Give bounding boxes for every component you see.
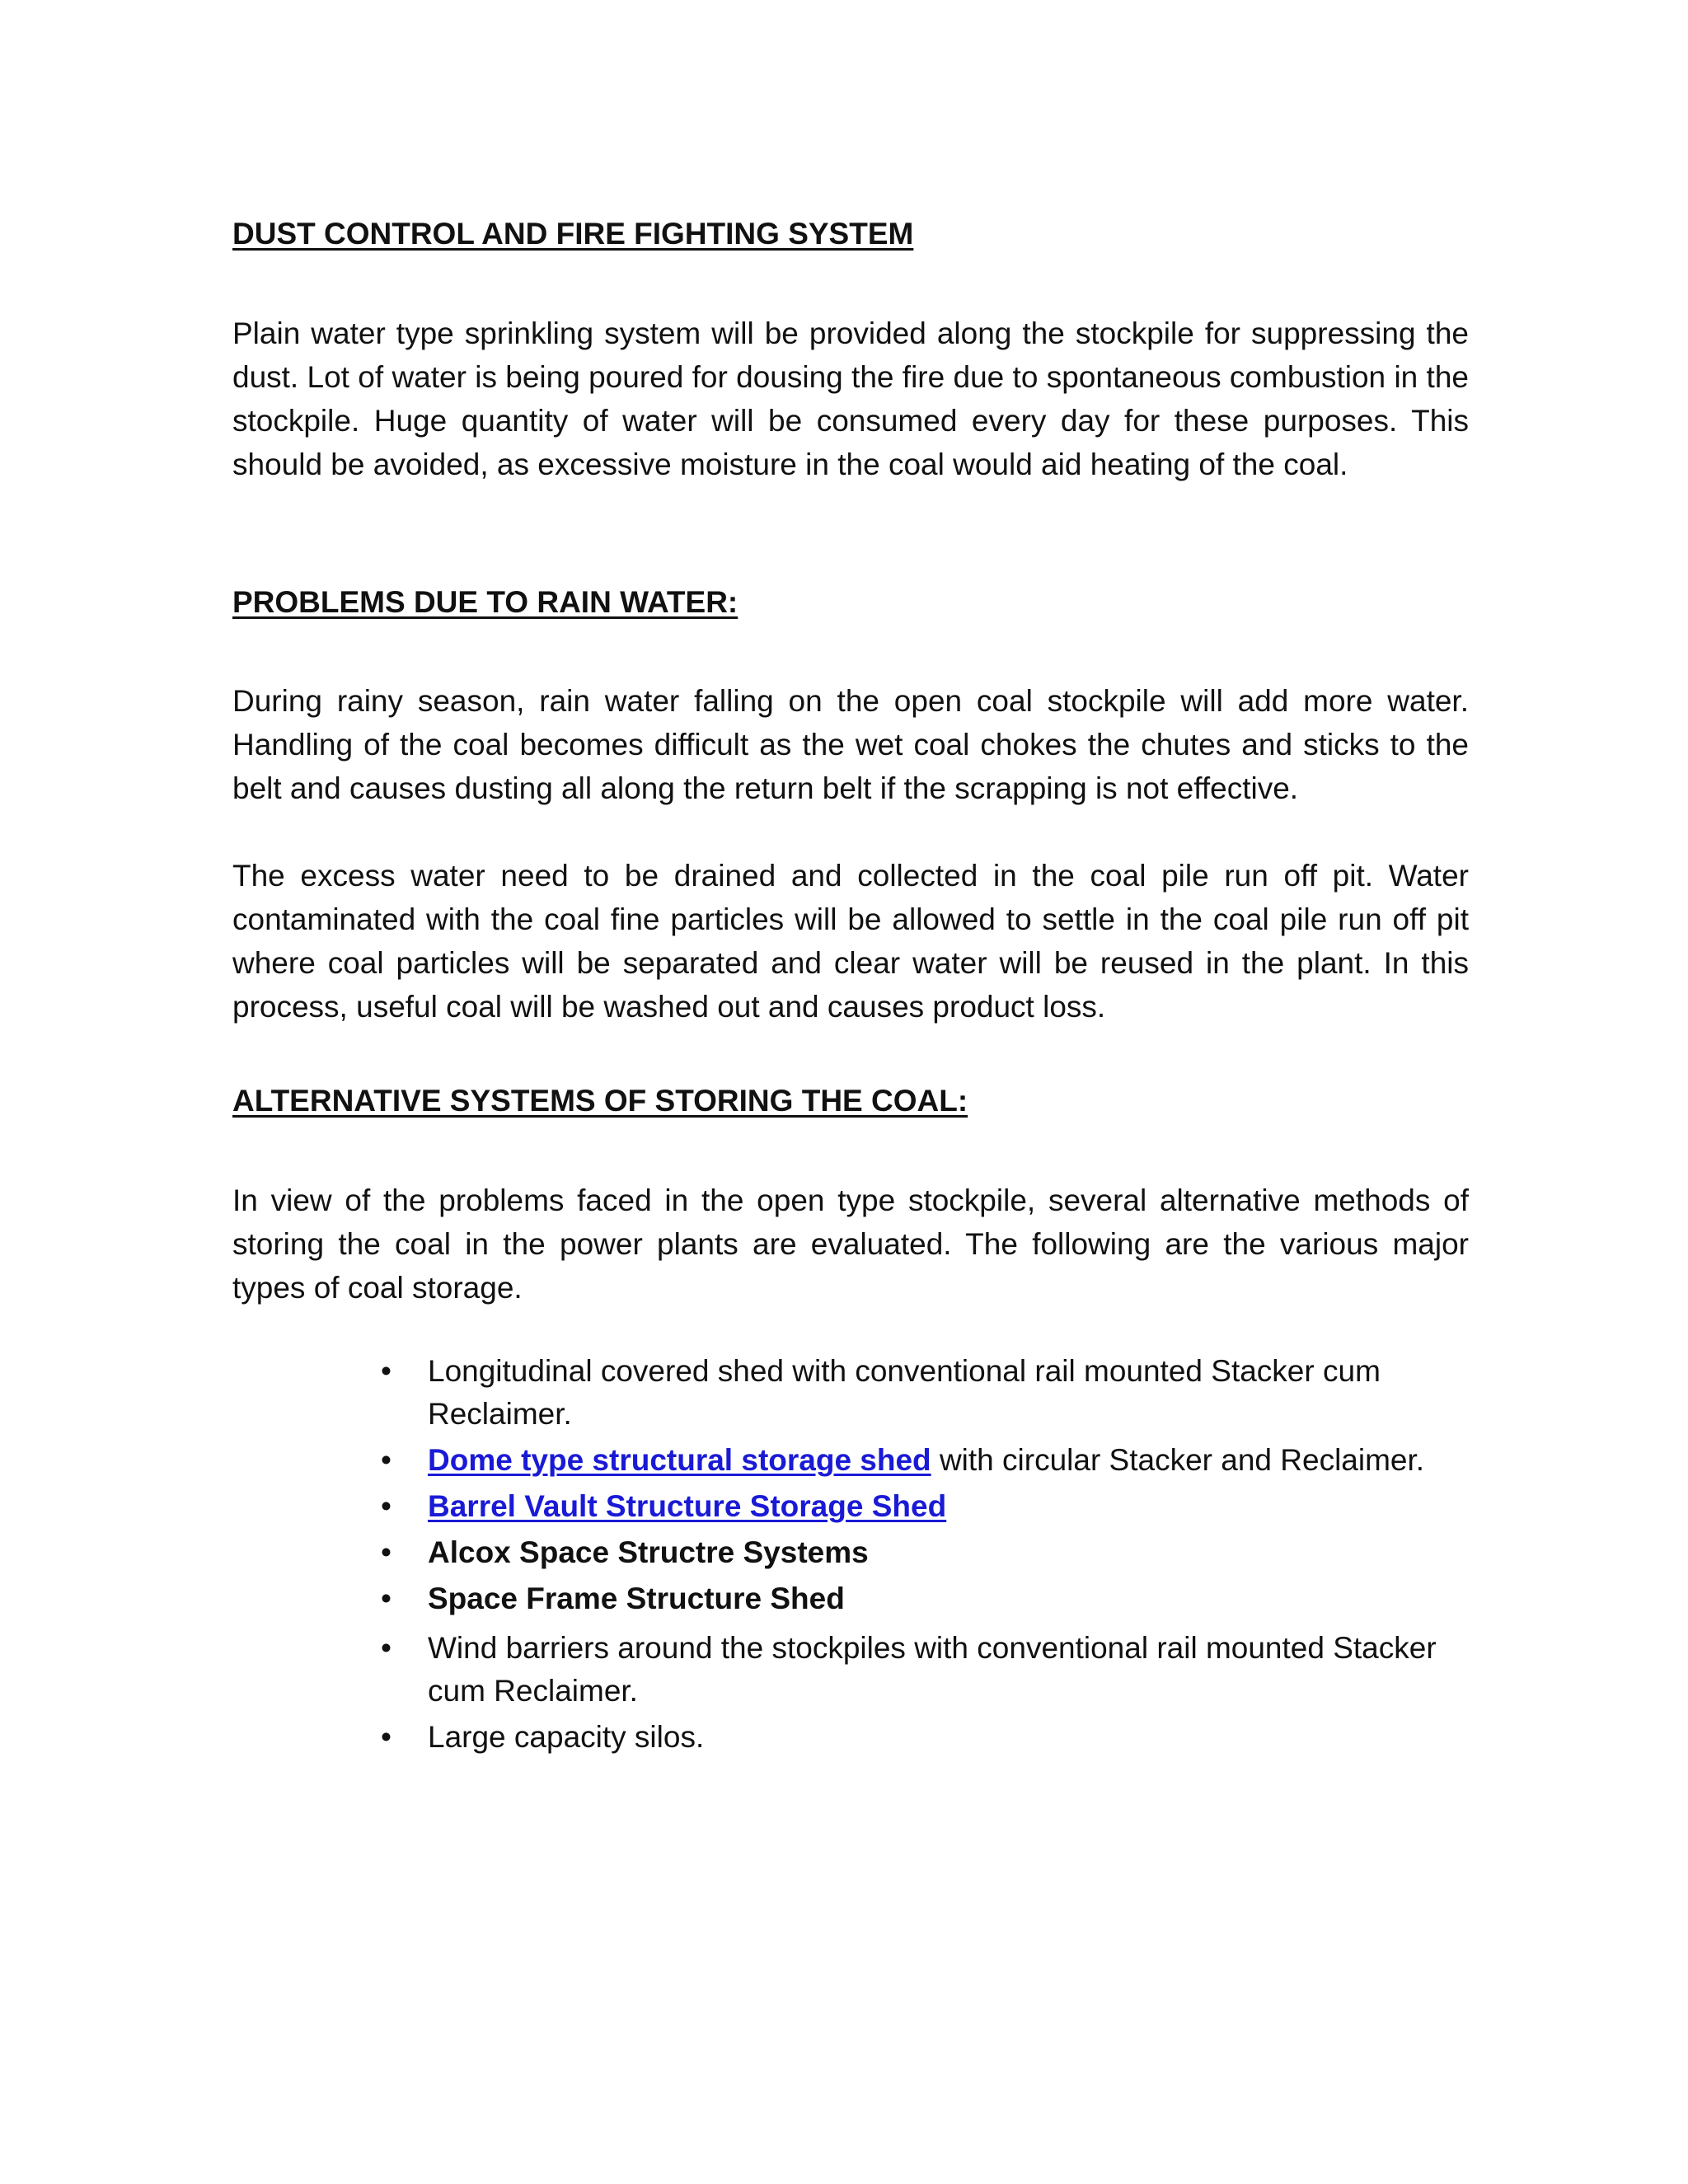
bullet-icon: • — [381, 1443, 392, 1477]
bullet-icon: • — [381, 1535, 392, 1569]
list-item — [381, 1350, 1452, 1436]
bullet-icon: • — [381, 1720, 392, 1754]
document-page — [232, 0, 1469, 2184]
list-item-text: Alcox Space Structre Systems — [428, 1535, 869, 1569]
storage-types-list — [381, 1350, 1452, 1759]
paragraph-rain-handling: During rainy season, rain water falling on the open coal stockpile will add more water. Handling of the coal becomes difficult as the wet coal chokes the chutes and sticks to the belt and causes dusting all along the return belt if the scrapping is not effective. — [232, 684, 1469, 805]
paragraph-excess-water: The excess water need to be drained and collected in the coal pile run off pit. Water contaminated with the coal fine particles will be allowed to settle in the coal pile run off pit where coal particles will be separated and clear water will be reused in the plant. In this process, useful coal will be washed out and causes product loss. — [232, 859, 1469, 1024]
heading-rain-water: PROBLEMS DUE TO RAIN WATER: — [232, 585, 738, 619]
paragraph-dust-control: Plain water type sprinkling system will be provided along the stockpile for suppressing the dust. Lot of water is being poured for dousing the fire due to spontaneous combustion in the stockpile. Huge quantity of water will be consumed every day for these purposes. This should be avoided, as excessive moisture in the coal would aid heating of the coal. — [232, 316, 1469, 481]
paragraph-alternatives-intro: In view of the problems faced in the open type stockpile, several alternative methods of storing the coal in the power plants are evaluated. The following are the various major types of coal storage. — [232, 1183, 1469, 1305]
list-item — [381, 1627, 1452, 1713]
list-item — [381, 1531, 1452, 1574]
list-item-text: Wind barriers around the stockpiles with conventional rail mounted Stacker cum Reclaimer. — [428, 1631, 1437, 1708]
heading-dust-control: DUST CONTROL AND FIRE FIGHTING SYSTEM — [232, 217, 914, 251]
list-item — [381, 1485, 1452, 1528]
link-barrel-vault-shed[interactable]: Barrel Vault Structure Storage Shed — [428, 1489, 947, 1523]
bullet-icon: • — [381, 1631, 392, 1665]
list-item-text: with circular Stacker and Reclaimer. — [931, 1443, 1425, 1477]
list-item-text: Large capacity silos. — [428, 1720, 705, 1754]
list-item-text: Longitudinal covered shed with conventional rail mounted Stacker cum Reclaimer. — [428, 1354, 1381, 1431]
list-item-text: Space Frame Structure Shed — [428, 1582, 845, 1615]
bullet-icon: • — [381, 1354, 392, 1388]
bullet-icon: • — [381, 1582, 392, 1615]
list-item — [381, 1716, 1452, 1759]
heading-alternative-systems: ALTERNATIVE SYSTEMS OF STORING THE COAL: — [232, 1084, 968, 1118]
list-item — [381, 1577, 1452, 1620]
bullet-icon: • — [381, 1489, 392, 1523]
list-item — [381, 1439, 1452, 1482]
link-dome-type-shed[interactable]: Dome type structural storage shed — [428, 1443, 931, 1477]
